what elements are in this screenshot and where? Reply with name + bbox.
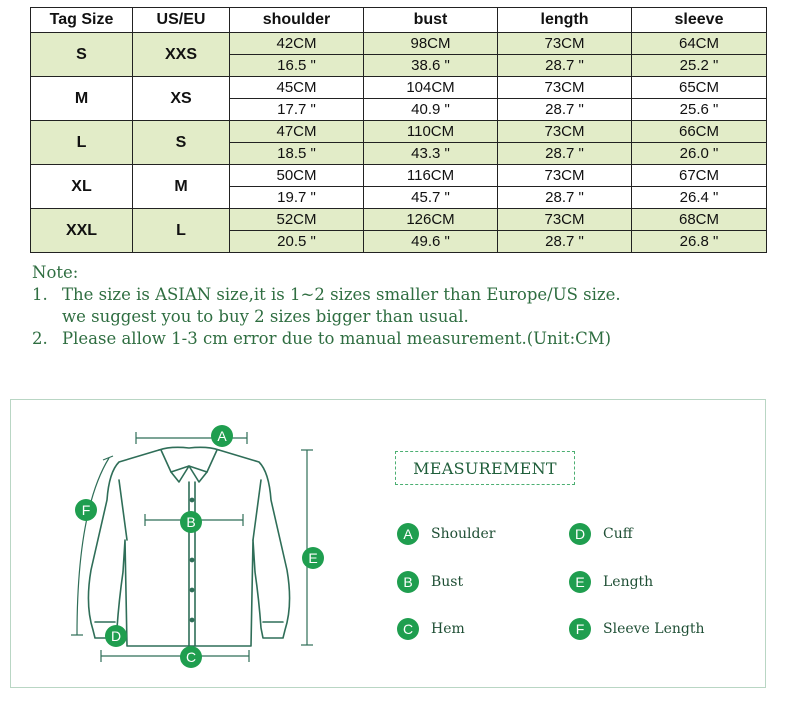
legend-label: Length	[603, 574, 654, 590]
legend-hem	[397, 618, 465, 640]
inch-value-cell: 26.8 "	[632, 231, 767, 253]
legend-d-icon: D	[569, 523, 591, 545]
notes-section	[32, 262, 621, 350]
us-eu-cell: S	[133, 121, 230, 165]
inch-value-cell: 45.7 "	[364, 187, 498, 209]
legend-e-icon: E	[569, 571, 591, 593]
note-text: Please allow 1-3 cm error due to manual measurement.(Unit:CM)	[62, 329, 612, 348]
inch-value-cell: 26.4 "	[632, 187, 767, 209]
cm-value-cell: 98CM	[364, 33, 498, 55]
legend-label: Cuff	[603, 526, 633, 542]
note-text: we suggest you to buy 2 sizes bigger than usual.	[62, 307, 469, 326]
marker-a-icon	[211, 425, 233, 447]
cm-value-cell: 116CM	[364, 165, 498, 187]
shirt-outline	[88, 447, 289, 646]
cm-value-cell: 73CM	[498, 121, 632, 143]
legend-bust	[397, 571, 463, 593]
cm-value-cell: 126CM	[364, 209, 498, 231]
legend-length	[569, 571, 653, 593]
shirt-diagram	[11, 400, 391, 687]
header-tag-size: Tag Size	[31, 8, 133, 33]
table-row	[31, 209, 767, 231]
table-header-row	[31, 8, 767, 33]
svg-text:F: F	[81, 502, 91, 518]
tag-size-cell: XL	[31, 165, 133, 209]
marker-b-icon	[180, 511, 202, 533]
inch-value-cell: 43.3 "	[364, 143, 498, 165]
size-table-body	[31, 33, 767, 253]
cm-value-cell: 66CM	[632, 121, 767, 143]
legend-f-icon: F	[569, 618, 591, 640]
size-chart-table	[30, 7, 767, 253]
inch-value-cell: 19.7 "	[230, 187, 364, 209]
marker-f-icon	[75, 499, 97, 521]
cm-value-cell: 65CM	[632, 77, 767, 99]
inch-value-cell: 20.5 "	[230, 231, 364, 253]
note-item-2	[32, 328, 621, 350]
header-shoulder: shoulder	[230, 8, 364, 33]
tag-size-cell: L	[31, 121, 133, 165]
inch-value-cell: 17.7 "	[230, 99, 364, 121]
measurement-title: MEASUREMENT	[395, 451, 575, 485]
legend-label: Shoulder	[431, 526, 496, 542]
inch-value-cell: 49.6 "	[364, 231, 498, 253]
cm-value-cell: 67CM	[632, 165, 767, 187]
header-sleeve: sleeve	[632, 8, 767, 33]
tag-size-cell: XXL	[31, 209, 133, 253]
header-bust: bust	[364, 8, 498, 33]
inch-value-cell: 40.9 "	[364, 99, 498, 121]
note-number: 2.	[32, 329, 48, 348]
inch-value-cell: 28.7 "	[498, 231, 632, 253]
legend-sleeve-length	[569, 618, 705, 640]
note-number: 1.	[32, 285, 48, 304]
marker-c-icon	[180, 646, 202, 668]
note-item-1	[32, 284, 621, 328]
cm-value-cell: 73CM	[498, 33, 632, 55]
us-eu-cell: XS	[133, 77, 230, 121]
cm-value-cell: 64CM	[632, 33, 767, 55]
svg-text:E: E	[308, 550, 318, 566]
inch-value-cell: 38.6 "	[364, 55, 498, 77]
cm-value-cell: 52CM	[230, 209, 364, 231]
legend-label: Sleeve Length	[603, 621, 705, 637]
note-text: The size is ASIAN size,it is 1~2 sizes smaller than Europe/US size.	[62, 285, 621, 304]
table-row	[31, 121, 767, 143]
inch-value-cell: 28.7 "	[498, 99, 632, 121]
table-row	[31, 33, 767, 55]
inch-value-cell: 26.0 "	[632, 143, 767, 165]
legend-label: Bust	[431, 574, 464, 590]
inch-value-cell: 25.2 "	[632, 55, 767, 77]
inch-value-cell: 28.7 "	[498, 55, 632, 77]
inch-value-cell: 18.5 "	[230, 143, 364, 165]
svg-text:D: D	[110, 628, 122, 644]
us-eu-cell: L	[133, 209, 230, 253]
cm-value-cell: 104CM	[364, 77, 498, 99]
inch-value-cell: 16.5 "	[230, 55, 364, 77]
cm-value-cell: 110CM	[364, 121, 498, 143]
legend-a-icon: A	[397, 523, 419, 545]
tag-size-cell: S	[31, 33, 133, 77]
cm-value-cell: 73CM	[498, 77, 632, 99]
cm-value-cell: 42CM	[230, 33, 364, 55]
cm-value-cell: 47CM	[230, 121, 364, 143]
cm-value-cell: 50CM	[230, 165, 364, 187]
svg-text:C: C	[185, 649, 197, 665]
header-us-eu: US/EU	[133, 8, 230, 33]
cm-value-cell: 68CM	[632, 209, 767, 231]
marker-e-icon	[302, 547, 324, 569]
us-eu-cell: M	[133, 165, 230, 209]
measurement-panel	[10, 399, 766, 688]
inch-value-cell: 28.7 "	[498, 143, 632, 165]
legend-cuff	[569, 523, 633, 545]
svg-text:A: A	[217, 428, 227, 444]
legend-c-icon: C	[397, 618, 419, 640]
inch-value-cell: 28.7 "	[498, 187, 632, 209]
diagram-markers	[75, 425, 324, 668]
header-length: length	[498, 8, 632, 33]
svg-text:B: B	[186, 514, 196, 530]
marker-d-icon	[105, 625, 127, 647]
inch-value-cell: 25.6 "	[632, 99, 767, 121]
cm-value-cell: 73CM	[498, 209, 632, 231]
tag-size-cell: M	[31, 77, 133, 121]
notes-heading: Note:	[32, 263, 79, 282]
legend-b-icon: B	[397, 571, 419, 593]
table-row	[31, 77, 767, 99]
cm-value-cell: 45CM	[230, 77, 364, 99]
cm-value-cell: 73CM	[498, 165, 632, 187]
legend-shoulder	[397, 523, 495, 545]
us-eu-cell: XXS	[133, 33, 230, 77]
legend-label: Hem	[431, 621, 465, 637]
table-row	[31, 165, 767, 187]
